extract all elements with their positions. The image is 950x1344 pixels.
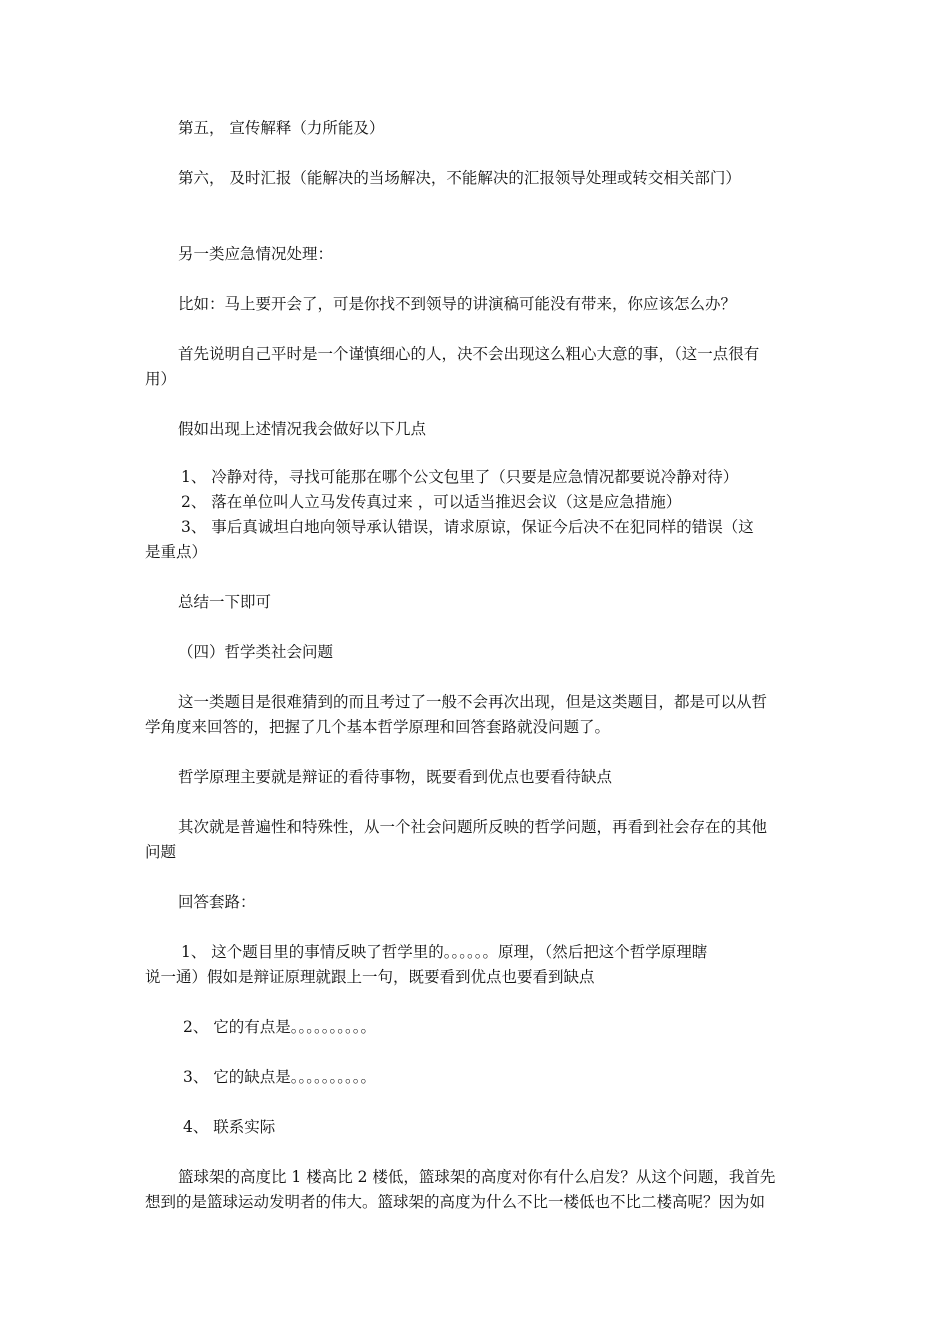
text-line-item-5: 第五， 宣传解释（力所能及） xyxy=(178,119,385,137)
text-line-first-explain-cont: 用） xyxy=(145,370,177,388)
text-line-first-explain: 首先说明自己平时是一个谨慎细心的人，决不会出现这么粗心大意的事，（这一点很有 xyxy=(178,345,760,363)
text-line-answer-routine: 回答套路： xyxy=(178,893,256,911)
text-line-heading-emergency: 另一类应急情况处理： xyxy=(178,245,334,263)
text-line-basketball: 篮球架的高度比 1 楼高比 2 楼低，篮球架的高度对你有什么启发？从这个问题，我首先 xyxy=(178,1168,776,1186)
list-item-practice: 4、 联系实际 xyxy=(183,1118,276,1136)
list-item-apologize: 3、 事后真诚坦白地向领导承认错误，请求原谅，保证今后决不在犯同样的错误（这 xyxy=(181,518,754,536)
text-line-universality-cont: 问题 xyxy=(145,843,177,861)
list-item-fax: 2、 落在单位叫人立马发传真过来 ，可以适当推迟会议（这是应急措施） xyxy=(181,493,682,511)
text-line-basketball-cont: 想到的是篮球运动发明者的伟大。篮球架的高度为什么不比一楼低也不比二楼高呢？因为如 xyxy=(145,1193,766,1211)
list-item-disadvantages: 3、 它的缺点是。。。。。。。。。。 xyxy=(183,1068,377,1086)
section-heading-philosophy: （四）哲学类社会问题 xyxy=(178,643,334,661)
text-line-philosophy-intro: 这一类题目是很难猜到的而且考过了一般不会再次出现，但是这类题目，都是可以从哲 xyxy=(178,693,768,711)
list-item-calm: 1、 冷静对待，寻找可能那在哪个公文包里了（只要是应急情况都要说冷静对待） xyxy=(181,468,739,486)
list-item-reflects-cont: 说一通）假如是辩证原理就跟上一句，既要看到优点也要看到缺点 xyxy=(145,968,595,986)
text-line-item-6: 第六， 及时汇报（能解决的当场解决，不能解决的汇报领导处理或转交相关部门） xyxy=(178,169,741,187)
text-line-philosophy-intro-cont: 学角度来回答的，把握了几个基本哲学原理和回答套路就没问题了。 xyxy=(145,718,611,736)
text-line-example: 比如：马上要开会了，可是你找不到领导的讲演稿可能没有带来，你应该怎么办？ xyxy=(178,295,737,313)
list-item-apologize-cont: 是重点） xyxy=(145,543,208,561)
text-line-principle: 哲学原理主要就是辩证的看待事物，既要看到优点也要看待缺点 xyxy=(178,768,613,786)
list-item-advantages: 2、 它的有点是。。。。。。。。。。 xyxy=(183,1018,377,1036)
text-line-summary: 总结一下即可 xyxy=(178,593,272,611)
list-item-reflects: 1、 这个题目里的事情反映了哲学里的。。。。。。原理，（然后把这个哲学原理瞎 xyxy=(181,943,708,961)
text-line-if-occurs: 假如出现上述情况我会做好以下几点 xyxy=(178,420,427,438)
text-line-universality: 其次就是普遍性和特殊性，从一个社会问题所反映的哲学问题，再看到社会存在的其他 xyxy=(178,818,768,836)
